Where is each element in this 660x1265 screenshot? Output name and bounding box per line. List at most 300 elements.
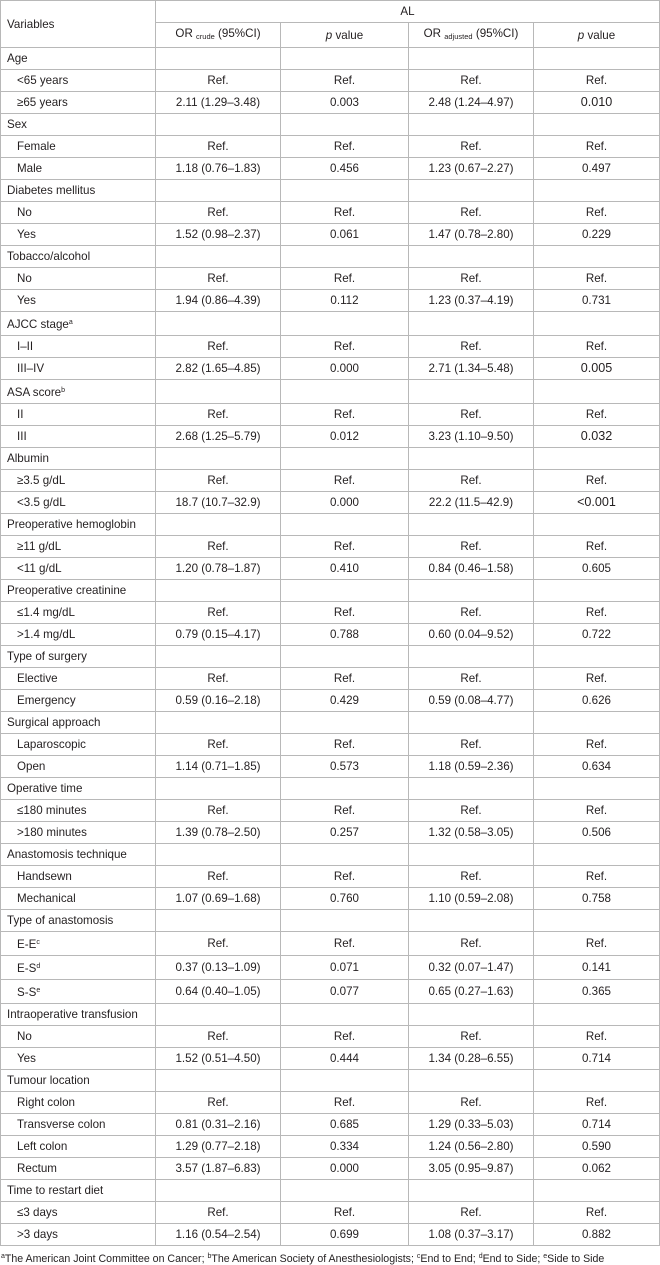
- empty-cell: [281, 844, 409, 866]
- or-adjusted-cell: Ref.: [409, 1026, 534, 1048]
- level-label: <65 years: [1, 70, 156, 92]
- p-adjusted-cell: 0.714: [534, 1048, 660, 1070]
- table-row: [1, 980, 660, 1004]
- table-row: [1, 136, 660, 158]
- or-adjusted-cell: Ref.: [409, 668, 534, 690]
- level-label: <3.5 g/dL: [1, 492, 156, 514]
- p-adjusted-cell: Ref.: [534, 268, 660, 290]
- table-row: [1, 290, 660, 312]
- or-adjusted-cell: 1.10 (0.59–2.08): [409, 888, 534, 910]
- p-adjusted-cell: Ref.: [534, 1202, 660, 1224]
- header-p-value-adjusted: p value: [534, 23, 660, 48]
- group-row: [1, 180, 660, 202]
- table-row: [1, 1202, 660, 1224]
- or-crude-cell: 1.94 (0.86–4.39): [156, 290, 281, 312]
- table-header: [1, 1, 660, 48]
- p-adjusted-cell: 0.497: [534, 158, 660, 180]
- level-label: >3 days: [1, 1224, 156, 1246]
- table-row: [1, 1048, 660, 1070]
- p-adjusted-cell: 0.141: [534, 956, 660, 980]
- empty-cell: [281, 778, 409, 800]
- p-adjusted-cell: 0.714: [534, 1114, 660, 1136]
- level-label: Mechanical: [1, 888, 156, 910]
- level-label: >1.4 mg/dL: [1, 624, 156, 646]
- or-crude-cell: 1.52 (0.51–4.50): [156, 1048, 281, 1070]
- or-adjusted-cell: 1.23 (0.37–4.19): [409, 290, 534, 312]
- p-adjusted-cell: Ref.: [534, 470, 660, 492]
- or-adjusted-cell: 1.47 (0.78–2.80): [409, 224, 534, 246]
- level-label: ≥3.5 g/dL: [1, 470, 156, 492]
- level-label: Rectum: [1, 1158, 156, 1180]
- p-crude-cell: 0.000: [281, 492, 409, 514]
- level-label: No: [1, 202, 156, 224]
- or-crude-cell: Ref.: [156, 202, 281, 224]
- table-row: [1, 690, 660, 712]
- or-adjusted-cell: 0.65 (0.27–1.63): [409, 980, 534, 1004]
- p-crude-cell: 0.788: [281, 624, 409, 646]
- empty-cell: [409, 514, 534, 536]
- footnote-item: $^d$End to Side;: [478, 1253, 544, 1265]
- p-adjusted-cell: Ref.: [534, 1026, 660, 1048]
- p-crude-cell: Ref.: [281, 268, 409, 290]
- empty-cell: [409, 844, 534, 866]
- group-row: [1, 380, 660, 404]
- table-row: [1, 1158, 660, 1180]
- or-crude-cell: Ref.: [156, 800, 281, 822]
- table-row: [1, 536, 660, 558]
- or-crude-cell: 1.14 (0.71–1.85): [156, 756, 281, 778]
- level-label: Open: [1, 756, 156, 778]
- empty-cell: [156, 48, 281, 70]
- group-label: Diabetes mellitus: [1, 180, 156, 202]
- empty-cell: [534, 1070, 660, 1092]
- or-adjusted-cell: 3.05 (0.95–9.87): [409, 1158, 534, 1180]
- empty-cell: [281, 246, 409, 268]
- or-crude-cell: Ref.: [156, 268, 281, 290]
- p-crude-cell: Ref.: [281, 470, 409, 492]
- empty-cell: [156, 1180, 281, 1202]
- level-label: <11 g/dL: [1, 558, 156, 580]
- empty-cell: [534, 646, 660, 668]
- group-label: AJCC stage$^a$: [1, 312, 156, 336]
- p-crude-cell: 0.760: [281, 888, 409, 910]
- or-adjusted-cell: Ref.: [409, 202, 534, 224]
- group-label: Albumin: [1, 448, 156, 470]
- or-crude-cell: 1.07 (0.69–1.68): [156, 888, 281, 910]
- p-crude-cell: 0.334: [281, 1136, 409, 1158]
- empty-cell: [534, 114, 660, 136]
- table-row: [1, 888, 660, 910]
- p-adjusted-cell: 0.229: [534, 224, 660, 246]
- p-adjusted-cell: Ref.: [534, 932, 660, 956]
- empty-cell: [409, 646, 534, 668]
- group-label: Preoperative hemoglobin: [1, 514, 156, 536]
- or-crude-cell: Ref.: [156, 536, 281, 558]
- or-adjusted-cell: 1.08 (0.37–3.17): [409, 1224, 534, 1246]
- empty-cell: [281, 646, 409, 668]
- group-row: [1, 48, 660, 70]
- table-row: [1, 224, 660, 246]
- or-adjusted-cell: Ref.: [409, 602, 534, 624]
- or-adjusted-cell: 22.2 (11.5–42.9): [409, 492, 534, 514]
- group-label: Type of anastomosis: [1, 910, 156, 932]
- or-adjusted-cell: Ref.: [409, 932, 534, 956]
- group-label: Time to restart diet: [1, 1180, 156, 1202]
- footnote-item: $^a$The American Joint Committee on Cancer;: [1, 1253, 208, 1265]
- or-adjusted-cell: Ref.: [409, 1202, 534, 1224]
- header-variables: Variables: [1, 1, 156, 48]
- or-crude-cell: 0.59 (0.16–2.18): [156, 690, 281, 712]
- empty-cell: [156, 910, 281, 932]
- header-outcome: AL: [156, 1, 660, 23]
- footnote-item: $^b$The American Society of Anesthesiologists;: [207, 1253, 417, 1265]
- empty-cell: [534, 380, 660, 404]
- empty-cell: [534, 910, 660, 932]
- group-label: Type of surgery: [1, 646, 156, 668]
- or-crude-cell: Ref.: [156, 336, 281, 358]
- or-crude-cell: Ref.: [156, 136, 281, 158]
- empty-cell: [409, 114, 534, 136]
- empty-cell: [534, 448, 660, 470]
- p-crude-cell: 0.071: [281, 956, 409, 980]
- or-crude-cell: 1.16 (0.54–2.54): [156, 1224, 281, 1246]
- or-crude-cell: 1.29 (0.77–2.18): [156, 1136, 281, 1158]
- p-adjusted-cell: Ref.: [534, 1092, 660, 1114]
- empty-cell: [534, 778, 660, 800]
- table-body: [1, 48, 660, 1246]
- p-adjusted-cell: Ref.: [534, 336, 660, 358]
- empty-cell: [281, 180, 409, 202]
- p-crude-cell: 0.012: [281, 426, 409, 448]
- level-label: Transverse colon: [1, 1114, 156, 1136]
- or-crude-cell: Ref.: [156, 470, 281, 492]
- empty-cell: [534, 246, 660, 268]
- p-crude-cell: 0.456: [281, 158, 409, 180]
- empty-cell: [281, 580, 409, 602]
- empty-cell: [156, 712, 281, 734]
- empty-cell: [281, 1070, 409, 1092]
- or-adjusted-cell: 1.34 (0.28–6.55): [409, 1048, 534, 1070]
- level-label: III: [1, 426, 156, 448]
- level-label: Left colon: [1, 1136, 156, 1158]
- level-label: Right colon: [1, 1092, 156, 1114]
- or-crude-cell: Ref.: [156, 866, 281, 888]
- p-crude-cell: Ref.: [281, 1026, 409, 1048]
- p-adjusted-cell: Ref.: [534, 404, 660, 426]
- or-crude-cell: Ref.: [156, 932, 281, 956]
- level-label: ≤180 minutes: [1, 800, 156, 822]
- or-crude-cell: 2.68 (1.25–5.79): [156, 426, 281, 448]
- or-adjusted-cell: 2.71 (1.34–5.48): [409, 358, 534, 380]
- p-adjusted-cell: Ref.: [534, 136, 660, 158]
- empty-cell: [409, 910, 534, 932]
- p-crude-cell: Ref.: [281, 1202, 409, 1224]
- level-label: ≤3 days: [1, 1202, 156, 1224]
- or-adjusted-cell: 1.23 (0.67–2.27): [409, 158, 534, 180]
- level-label: No: [1, 268, 156, 290]
- level-label: I–II: [1, 336, 156, 358]
- empty-cell: [156, 514, 281, 536]
- or-crude-cell: 0.64 (0.40–1.05): [156, 980, 281, 1004]
- empty-cell: [281, 910, 409, 932]
- level-label: ≥11 g/dL: [1, 536, 156, 558]
- table-row: [1, 932, 660, 956]
- or-crude-cell: Ref.: [156, 602, 281, 624]
- table-row: [1, 800, 660, 822]
- or-crude-cell: 0.81 (0.31–2.16): [156, 1114, 281, 1136]
- p-crude-cell: Ref.: [281, 602, 409, 624]
- table-row: [1, 1092, 660, 1114]
- group-row: [1, 1004, 660, 1026]
- table-row: [1, 1136, 660, 1158]
- empty-cell: [156, 246, 281, 268]
- empty-cell: [156, 1070, 281, 1092]
- or-adjusted-cell: 0.32 (0.07–1.47): [409, 956, 534, 980]
- table-row: [1, 756, 660, 778]
- p-adjusted-cell: 0.758: [534, 888, 660, 910]
- group-row: [1, 844, 660, 866]
- level-label: III–IV: [1, 358, 156, 380]
- level-label: $E-S^d$: [1, 956, 156, 980]
- group-row: [1, 312, 660, 336]
- p-adjusted-cell: Ref.: [534, 668, 660, 690]
- p-adjusted-cell: 0.032: [534, 426, 660, 448]
- empty-cell: [281, 1180, 409, 1202]
- or-crude-cell: 1.52 (0.98–2.37): [156, 224, 281, 246]
- or-crude-cell: Ref.: [156, 734, 281, 756]
- or-crude-cell: 0.79 (0.15–4.17): [156, 624, 281, 646]
- p-adjusted-cell: 0.626: [534, 690, 660, 712]
- p-adjusted-cell: 0.506: [534, 822, 660, 844]
- table-row: [1, 624, 660, 646]
- group-row: [1, 646, 660, 668]
- p-adjusted-cell: 0.010: [534, 92, 660, 114]
- table-row: [1, 492, 660, 514]
- table-row: [1, 268, 660, 290]
- header-or-adjusted: OR $_{adjusted}$ (95%CI): [409, 23, 534, 48]
- level-label: Elective: [1, 668, 156, 690]
- group-label: Tobacco/alcohol: [1, 246, 156, 268]
- p-adjusted-cell: <0.001: [534, 492, 660, 514]
- empty-cell: [409, 1070, 534, 1092]
- group-row: [1, 448, 660, 470]
- or-crude-cell: 1.18 (0.76–1.83): [156, 158, 281, 180]
- empty-cell: [281, 514, 409, 536]
- empty-cell: [156, 448, 281, 470]
- p-crude-cell: Ref.: [281, 336, 409, 358]
- or-adjusted-cell: 0.84 (0.46–1.58): [409, 558, 534, 580]
- table-row: [1, 158, 660, 180]
- p-adjusted-cell: 0.365: [534, 980, 660, 1004]
- empty-cell: [281, 1004, 409, 1026]
- table-row: [1, 602, 660, 624]
- p-adjusted-cell: Ref.: [534, 70, 660, 92]
- p-crude-cell: Ref.: [281, 932, 409, 956]
- p-crude-cell: 0.444: [281, 1048, 409, 1070]
- or-adjusted-cell: Ref.: [409, 866, 534, 888]
- table-row: [1, 1224, 660, 1246]
- p-crude-cell: 0.429: [281, 690, 409, 712]
- empty-cell: [409, 580, 534, 602]
- level-label: Female: [1, 136, 156, 158]
- or-crude-cell: Ref.: [156, 1026, 281, 1048]
- level-label: II: [1, 404, 156, 426]
- table-row: [1, 92, 660, 114]
- empty-cell: [156, 312, 281, 336]
- or-adjusted-cell: Ref.: [409, 470, 534, 492]
- p-crude-cell: 0.112: [281, 290, 409, 312]
- or-adjusted-cell: Ref.: [409, 70, 534, 92]
- or-crude-cell: Ref.: [156, 1092, 281, 1114]
- or-crude-cell: Ref.: [156, 1202, 281, 1224]
- p-crude-cell: 0.000: [281, 1158, 409, 1180]
- p-adjusted-cell: Ref.: [534, 602, 660, 624]
- p-adjusted-cell: 0.882: [534, 1224, 660, 1246]
- empty-cell: [281, 380, 409, 404]
- empty-cell: [156, 1004, 281, 1026]
- p-crude-cell: 0.573: [281, 756, 409, 778]
- or-adjusted-cell: Ref.: [409, 536, 534, 558]
- level-label: Male: [1, 158, 156, 180]
- empty-cell: [156, 114, 281, 136]
- level-label: $S-S^e$: [1, 980, 156, 1004]
- p-adjusted-cell: Ref.: [534, 202, 660, 224]
- group-label: Surgical approach: [1, 712, 156, 734]
- empty-cell: [281, 312, 409, 336]
- or-adjusted-cell: 1.24 (0.56–2.80): [409, 1136, 534, 1158]
- footnote-item: $^e$Side to Side: [543, 1253, 605, 1265]
- p-crude-cell: Ref.: [281, 136, 409, 158]
- p-adjusted-cell: 0.605: [534, 558, 660, 580]
- or-adjusted-cell: Ref.: [409, 800, 534, 822]
- or-crude-cell: 0.37 (0.13–1.09): [156, 956, 281, 980]
- group-label: Preoperative creatinine: [1, 580, 156, 602]
- p-crude-cell: 0.257: [281, 822, 409, 844]
- level-label: No: [1, 1026, 156, 1048]
- or-adjusted-cell: Ref.: [409, 404, 534, 426]
- table-footnotes: [0, 1253, 660, 1265]
- empty-cell: [281, 448, 409, 470]
- level-label: Yes: [1, 1048, 156, 1070]
- group-row: [1, 1180, 660, 1202]
- empty-cell: [534, 514, 660, 536]
- header-or-crude: OR $_{crude}$ (95%CI): [156, 23, 281, 48]
- level-label: >180 minutes: [1, 822, 156, 844]
- group-row: [1, 910, 660, 932]
- group-row: [1, 114, 660, 136]
- or-adjusted-cell: 1.32 (0.58–3.05): [409, 822, 534, 844]
- table-row: [1, 668, 660, 690]
- empty-cell: [534, 48, 660, 70]
- or-adjusted-cell: 1.18 (0.59–2.36): [409, 756, 534, 778]
- table-row: [1, 70, 660, 92]
- group-label: Sex: [1, 114, 156, 136]
- empty-cell: [409, 180, 534, 202]
- header-p-value-crude: p value: [281, 23, 409, 48]
- empty-cell: [409, 712, 534, 734]
- p-crude-cell: Ref.: [281, 202, 409, 224]
- empty-cell: [281, 48, 409, 70]
- or-adjusted-cell: 2.48 (1.24–4.97): [409, 92, 534, 114]
- p-crude-cell: 0.685: [281, 1114, 409, 1136]
- empty-cell: [281, 114, 409, 136]
- table-row: [1, 822, 660, 844]
- empty-cell: [156, 646, 281, 668]
- p-crude-cell: 0.000: [281, 358, 409, 380]
- level-label: Yes: [1, 290, 156, 312]
- table-row: [1, 1114, 660, 1136]
- table-row: [1, 734, 660, 756]
- table-row: [1, 1026, 660, 1048]
- empty-cell: [156, 380, 281, 404]
- group-label: ASA score$^b$: [1, 380, 156, 404]
- empty-cell: [534, 180, 660, 202]
- group-row: [1, 514, 660, 536]
- p-crude-cell: Ref.: [281, 668, 409, 690]
- footnote-item: $^c$End to End;: [416, 1253, 479, 1265]
- level-label: ≤1.4 mg/dL: [1, 602, 156, 624]
- empty-cell: [156, 580, 281, 602]
- or-adjusted-cell: 0.60 (0.04–9.52): [409, 624, 534, 646]
- or-crude-cell: Ref.: [156, 70, 281, 92]
- or-adjusted-cell: Ref.: [409, 136, 534, 158]
- level-label: Handsewn: [1, 866, 156, 888]
- empty-cell: [156, 778, 281, 800]
- or-crude-cell: 3.57 (1.87–6.83): [156, 1158, 281, 1180]
- p-crude-cell: Ref.: [281, 70, 409, 92]
- or-crude-cell: 1.39 (0.78–2.50): [156, 822, 281, 844]
- p-crude-cell: Ref.: [281, 734, 409, 756]
- group-label: Operative time: [1, 778, 156, 800]
- or-crude-cell: 18.7 (10.7–32.9): [156, 492, 281, 514]
- empty-cell: [534, 844, 660, 866]
- empty-cell: [534, 580, 660, 602]
- p-crude-cell: Ref.: [281, 866, 409, 888]
- p-crude-cell: 0.699: [281, 1224, 409, 1246]
- or-adjusted-cell: 1.29 (0.33–5.03): [409, 1114, 534, 1136]
- group-label: Anastomosis technique: [1, 844, 156, 866]
- or-crude-cell: 1.20 (0.78–1.87): [156, 558, 281, 580]
- p-adjusted-cell: 0.634: [534, 756, 660, 778]
- empty-cell: [156, 844, 281, 866]
- group-row: [1, 246, 660, 268]
- table-row: [1, 202, 660, 224]
- empty-cell: [534, 1004, 660, 1026]
- level-label: ≥65 years: [1, 92, 156, 114]
- table-row: [1, 404, 660, 426]
- table-row: [1, 336, 660, 358]
- group-row: [1, 778, 660, 800]
- p-crude-cell: Ref.: [281, 1092, 409, 1114]
- p-adjusted-cell: Ref.: [534, 800, 660, 822]
- p-crude-cell: 0.410: [281, 558, 409, 580]
- or-adjusted-cell: Ref.: [409, 336, 534, 358]
- or-crude-cell: Ref.: [156, 404, 281, 426]
- group-label: Age: [1, 48, 156, 70]
- group-label: Intraoperative transfusion: [1, 1004, 156, 1026]
- empty-cell: [534, 1180, 660, 1202]
- p-adjusted-cell: 0.731: [534, 290, 660, 312]
- table-row: [1, 470, 660, 492]
- p-crude-cell: Ref.: [281, 800, 409, 822]
- or-crude-cell: 2.11 (1.29–3.48): [156, 92, 281, 114]
- table-row: [1, 558, 660, 580]
- empty-cell: [409, 778, 534, 800]
- level-label: Laparoscopic: [1, 734, 156, 756]
- or-crude-cell: Ref.: [156, 668, 281, 690]
- p-adjusted-cell: 0.005: [534, 358, 660, 380]
- group-row: [1, 712, 660, 734]
